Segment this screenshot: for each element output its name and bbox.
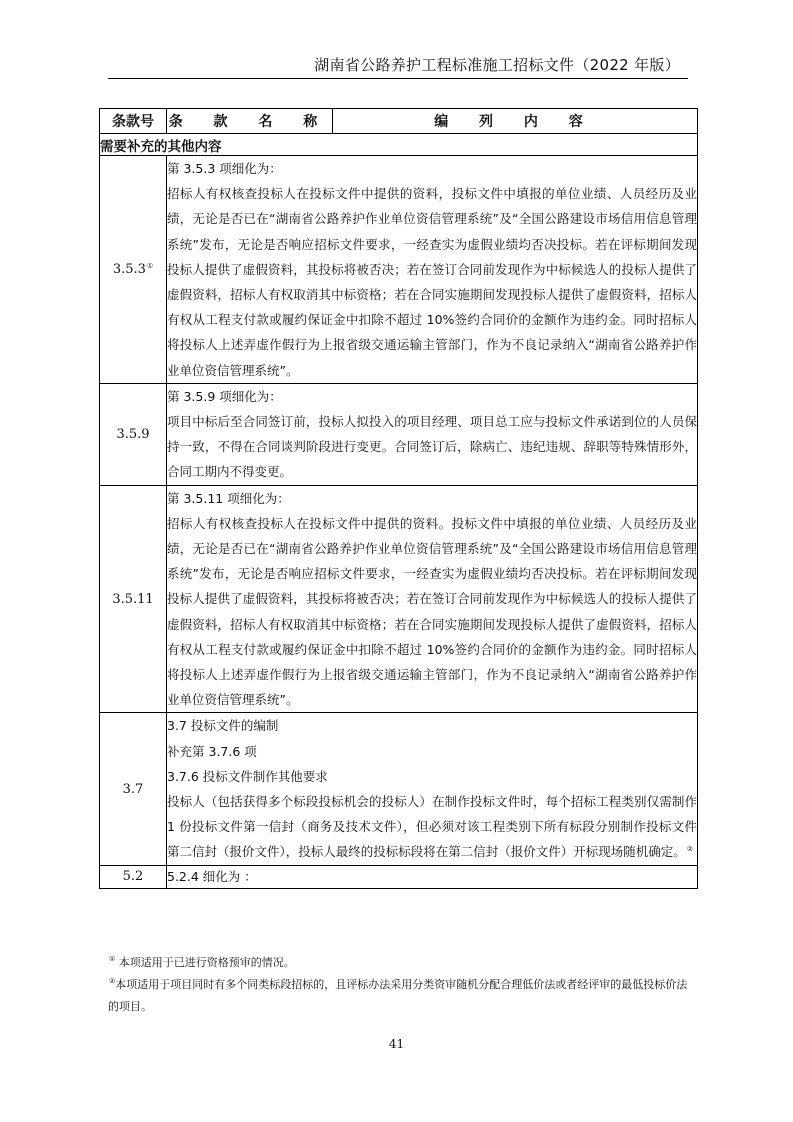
clause-content [167, 156, 698, 384]
clause-number-cell [100, 383, 167, 485]
clause-line: 第 3.5.11 项细化为： [167, 490, 290, 506]
table-row [100, 383, 698, 485]
clause-line: 第 3.5.9 项细化为： [167, 388, 282, 404]
footnote-text: 本项适用于项目同时有多个同类标段招标的，且评标办法采用分类资审随机分配合理低价法或者经评审的最低投标价法的项目。 [108, 978, 688, 1013]
page-number: 41 [388, 1037, 405, 1051]
footnote [108, 952, 693, 974]
header-content: 编 列 内 容 [333, 109, 698, 134]
section-row [100, 134, 698, 156]
clause-number-cell [100, 485, 167, 713]
table-row [100, 865, 698, 888]
table-header-row [100, 109, 698, 134]
footnote-ref: ② [686, 845, 694, 854]
clause-number-cell [100, 156, 167, 384]
table-row [100, 713, 698, 865]
clause-content [167, 383, 698, 485]
clause-number: 3.5.9 [116, 426, 150, 442]
header-clause-number: 条款号 [100, 109, 167, 134]
document-title: 湖南省公路养护工程标准施工招标文件（2022 年版） [314, 56, 680, 74]
clause-line: 3.7.6 投标文件制作其他要求 [167, 768, 328, 784]
clause-number: 3.5.3 [112, 261, 146, 277]
clause-line: 5.2.4 细化为 ： [167, 868, 257, 884]
clause-line: 招标人有权核查投标人在投标文件中提供的资料。投标文件中填报的单位业绩、人员经历及业绩，无论是否已在“湖南省公路养护作业单位资信管理系统”及“全国公路建设市场信用信息管理系统”发布，无论是否响应招标文件要求，一经查实为虚假业绩均否决投标。若在评标期间发现投标人提供了虚假资料，其投标将被否决；若在签订合同前发现作为中标候选人的投标人提供了虚假资料，招标人有权取消其中标资格；若在合同实施期间发现投标人提供了虚假资料，招标人有权从工程支付款或履约保证金中扣除不超过 10%签约合同价的金额作为违约金。同时招标人将投标人上述弄虚作假行为上报省级交通运输主管部门，作为不良记录纳入“湖南省公路养护作业单位资信管理系统”。 [167, 515, 697, 708]
clause-line: 3.7 投标文件的编制 [167, 718, 279, 734]
clause-line: 招标人有权核查投标人在投标文件中提供的资料，投标文件中填报的单位业绩、人员经历及业绩，无论是否已在“湖南省公路养护作业单位资信管理系统”及“全国公路建设市场信用信息管理系统”发布，无论是否响应招标文件要求，一经查实为虚假业绩均否决投标。若在评标期间发现投标人提供了虚假资料，其投标将被否决；若在签订合同前发现作为中标候选人的投标人提供了虚假资料，招标人有权取消其中标资格；若在合同实施期间发现投标人提供了虚假资料，招标人有权从工程支付款或履约保证金中扣除不超过 10%签约合同价的金额作为违约金。同时招标人将投标人上述弄虚作假行为上报省级交通运输主管部门，作为不良记录纳入“湖南省公路养护作业单位资信管理系统”。 [167, 186, 697, 378]
clause-table [99, 108, 698, 889]
clause-content [167, 713, 698, 865]
section-title: 需要补充的其他内容 [100, 134, 698, 156]
clause-number-cell [100, 713, 167, 865]
table-row [100, 156, 698, 384]
page-header [108, 48, 688, 79]
clause-line: 项目中标后至合同签订前，投标人拟投入的项目经理、项目总工应与投标文件承诺到位的人员保持一致，不得在合同谈判阶段进行变更。合同签订后，除病亡、违纪违规、辞职等特殊情形外，合同工期内不得变更。 [167, 414, 697, 480]
footnote [108, 974, 693, 1018]
clause-line: 补充第 3.7.6 项 [167, 743, 257, 759]
clause-number: 5.2 [122, 869, 144, 885]
clause-line: 第 3.5.3 项细化为： [167, 161, 282, 176]
clause-number: 3.7 [122, 781, 144, 797]
clause-line: 投标人（包括获得多个标段投标机会的投标人）在制作投标文件时，每个招标工程类别仅需制作 1 份投标文件第一信封（商务及技术文件），但必须对该工程类别下所有标段分别制作投标文件第二信封（报价文件），投标人最终的投标标段将在第二信封（报价文件）开标现场随机确定。 [167, 794, 697, 860]
clause-line-with-note [167, 789, 697, 865]
clause-number-cell [100, 865, 167, 888]
footnote-ref: ① [146, 261, 154, 270]
clause-content [167, 485, 698, 713]
footnote-mark: ① [109, 955, 116, 964]
footnotes [108, 952, 693, 1018]
footnote-text: 本项适用于已进行资格预审的情况。 [118, 956, 295, 969]
header-clause-name: 条 款 名 称 [167, 109, 333, 134]
footnote-mark: ② [109, 977, 116, 986]
table-row [100, 485, 698, 713]
clause-number: 3.5.11 [112, 591, 154, 607]
clause-content [167, 865, 698, 888]
